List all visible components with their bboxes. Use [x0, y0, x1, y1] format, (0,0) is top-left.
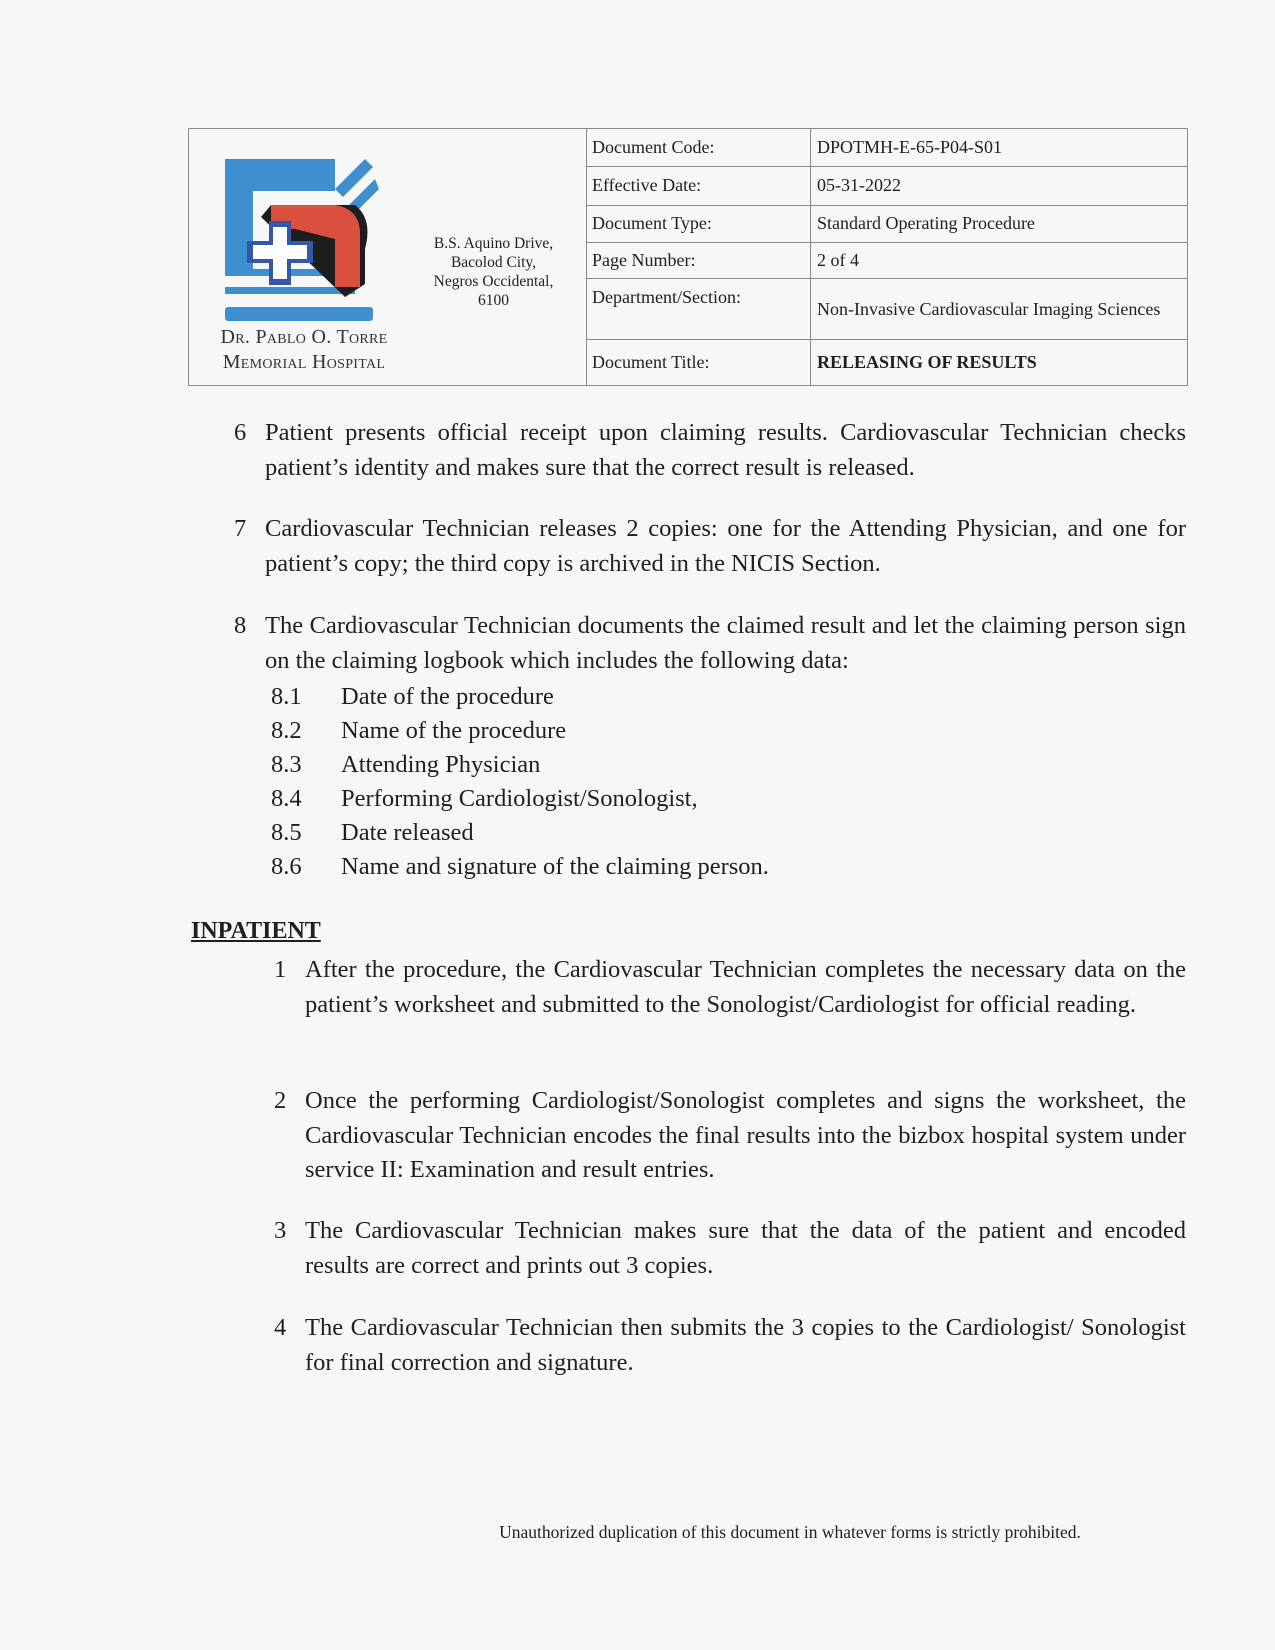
item-number: 8 — [234, 612, 247, 639]
meta-label: Page Number: — [586, 242, 811, 278]
sub-item-text: Name and signature of the claiming person. — [341, 853, 769, 880]
section-heading-inpatient: INPATIENT — [191, 918, 321, 944]
item-text: The Cardiovascular Technician makes sure that the data of the patient and encoded results are correct and prints out 3 copies. — [305, 1217, 1186, 1279]
address-line: Negros Occidental, — [433, 273, 554, 290]
hospital-address — [411, 234, 576, 310]
meta-label: Department/Section: — [586, 278, 811, 339]
sub-item-number: 8.3 — [271, 751, 302, 778]
item-number: 7 — [234, 515, 247, 542]
sub-item-number: 8.4 — [271, 785, 302, 812]
meta-value: Standard Operating Procedure — [811, 205, 1189, 242]
sub-item-number: 8.6 — [271, 853, 302, 880]
sub-item-text: Performing Cardiologist/Sonologist, — [341, 785, 698, 812]
item-text: Patient presents official receipt upon claiming results. Cardiovascular Technician checks patient’s identity and makes sure that the correct result is released. — [265, 419, 1186, 481]
document-meta-table — [586, 129, 1188, 385]
sub-item-text: Date released — [341, 819, 474, 846]
item-text: Once the performing Cardiologist/Sonologist completes and signs the worksheet, the Cardiovascular Technician encodes the final results into the bizbox hospital system under service II: Examination and result entries. — [305, 1087, 1186, 1183]
sub-item — [271, 816, 474, 850]
sub-item — [271, 850, 769, 884]
item-text: Cardiovascular Technician releases 2 copies: one for the Attending Physician, and one for patient’s copy; the third copy is archived in the NICIS Section. — [265, 515, 1186, 577]
hospital-name-line1: Dr. Pablo O. Torre — [220, 326, 388, 348]
address-line: 6100 — [478, 292, 509, 309]
meta-value: Non-Invasive Cardiovascular Imaging Sciences — [811, 278, 1189, 339]
sub-item-text: Date of the procedure — [341, 683, 554, 710]
sub-item — [271, 680, 554, 714]
meta-value: 05-31-2022 — [811, 166, 1189, 205]
hospital-name — [189, 325, 419, 375]
hospital-logo — [225, 159, 379, 321]
sub-item-number: 8.1 — [271, 683, 302, 710]
item-number: 6 — [234, 419, 247, 446]
meta-label: Document Type: — [586, 205, 811, 242]
address-line: B.S. Aquino Drive, — [433, 235, 554, 252]
sub-item-number: 8.2 — [271, 717, 302, 744]
document-header — [188, 128, 1188, 386]
meta-value: 2 of 4 — [811, 242, 1189, 278]
sub-item — [271, 782, 698, 816]
item-number: 2 — [274, 1087, 287, 1114]
sub-item-text: Attending Physician — [341, 751, 541, 778]
sub-item — [271, 748, 540, 782]
meta-label: Effective Date: — [586, 166, 811, 205]
logo-cell — [189, 129, 587, 385]
address-line: Bacolod City, — [450, 254, 537, 271]
item-number: 1 — [274, 956, 287, 983]
item-text: The Cardiovascular Technician documents the claimed result and let the claiming person sign on the claiming logbook which includes the following data: — [265, 612, 1186, 674]
item-number: 4 — [274, 1314, 287, 1341]
item-text: After the procedure, the Cardiovascular Technician completes the necessary data on the patient’s worksheet and submitted to the Sonologist/Cardiologist for official reading. — [305, 956, 1186, 1018]
item-text: The Cardiovascular Technician then submits the 3 copies to the Cardiologist/ Sonologist for final correction and signature. — [305, 1314, 1186, 1376]
sub-item-number: 8.5 — [271, 819, 302, 846]
meta-label: Document Code: — [586, 129, 811, 166]
sub-item — [271, 714, 566, 748]
sub-item-text: Name of the procedure — [341, 717, 567, 744]
item-number: 3 — [274, 1217, 287, 1244]
meta-label: Document Title: — [586, 339, 811, 385]
meta-value: DPOTMH-E-65-P04-S01 — [811, 129, 1189, 166]
document-title: RELEASING OF RESULTS — [817, 351, 1037, 372]
footer-notice: Unauthorized duplication of this document in whatever forms is strictly prohibited. — [499, 1522, 1081, 1542]
hospital-name-line2: Memorial Hospital — [222, 351, 386, 373]
